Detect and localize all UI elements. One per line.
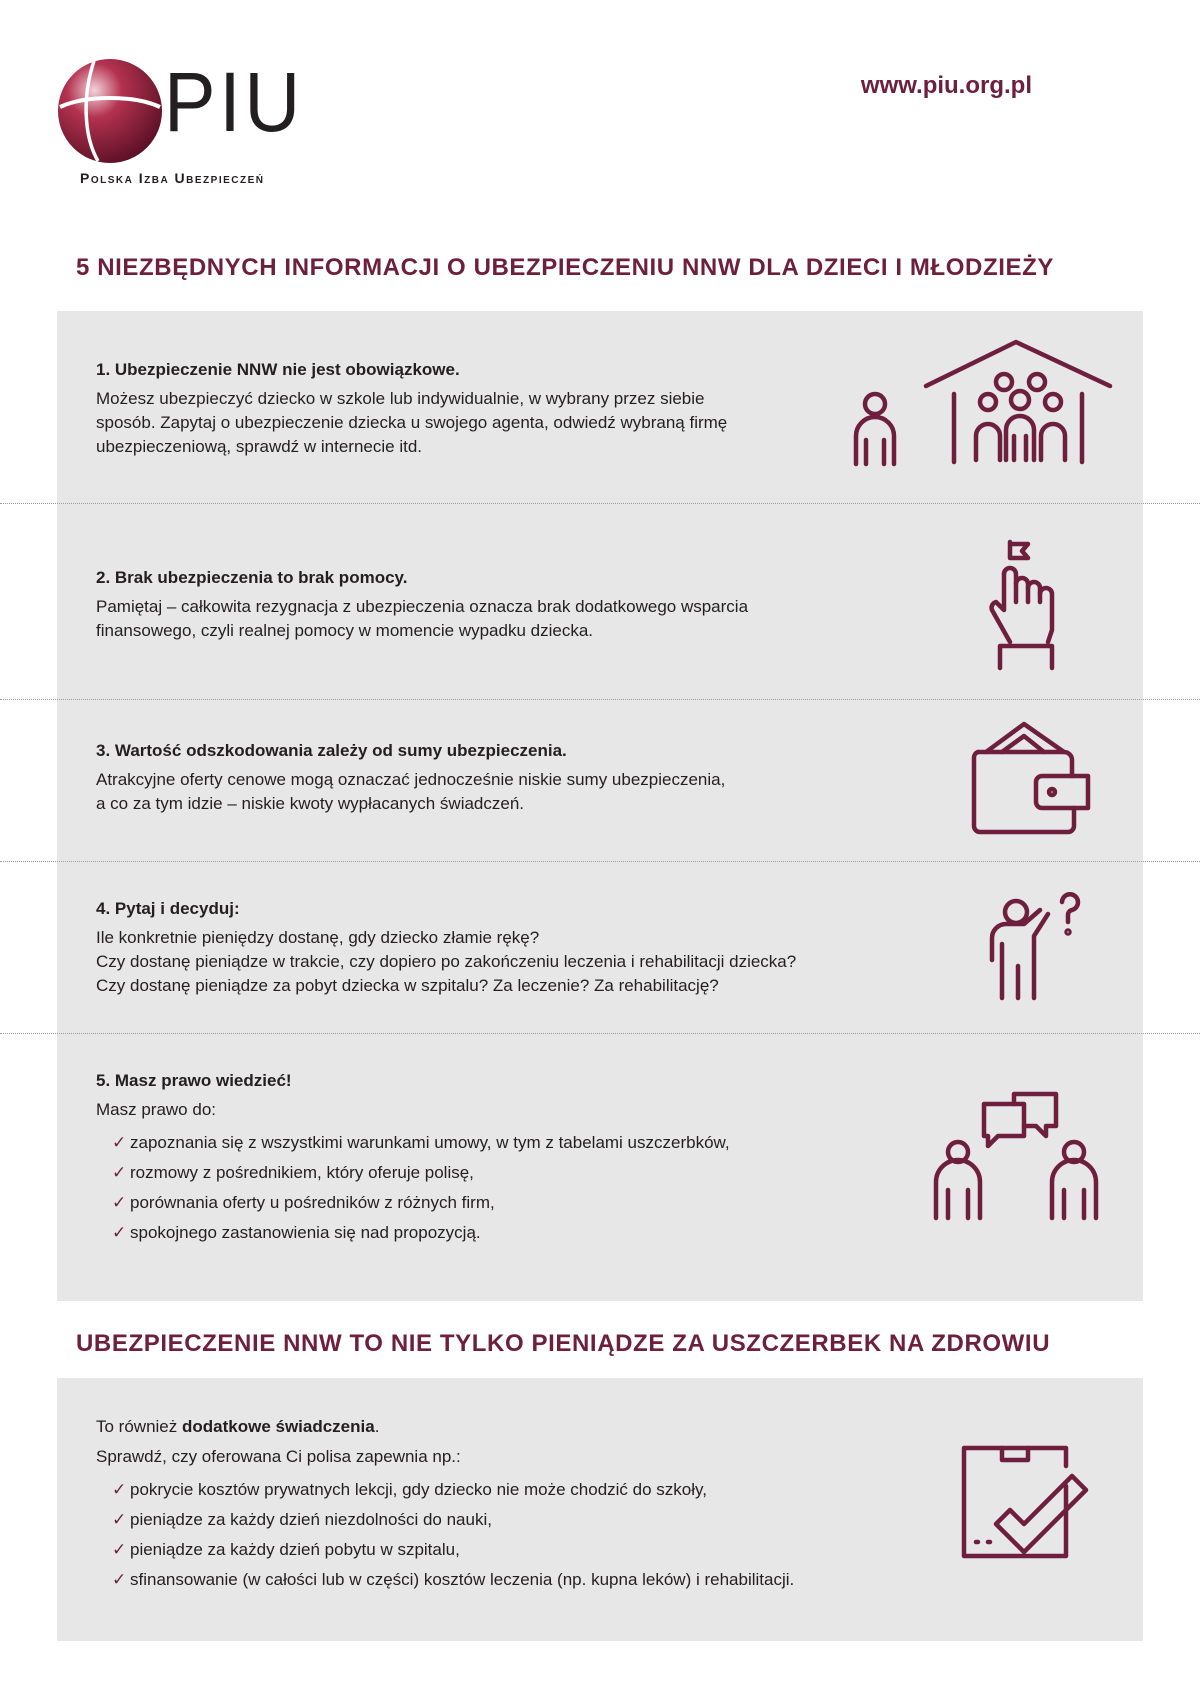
text-line: finansowego, czyli realnej pomocy w momencie wypadku dziecka. — [96, 621, 594, 640]
list-item — [96, 1505, 876, 1535]
item-heading: 2. Brak ubezpieczenia to brak pomocy. — [96, 568, 408, 587]
checkmark-icon: ✓ — [112, 1133, 127, 1152]
text-line: sposób. Zapytaj o ubezpieczenie dziecka u swojego agenta, odwiedź wybraną firmę — [96, 413, 728, 432]
text-line: a co za tym idzie – niskie kwoty wypłacanych świadczeń. — [96, 794, 525, 813]
checkmark-icon: ✓ — [112, 1223, 127, 1242]
globe-logo-icon — [56, 57, 164, 165]
list-item-text: porównania oferty u pośredników z różnych firm, — [130, 1193, 495, 1212]
info-item-1 — [96, 357, 876, 459]
checkmark-icon: ✓ — [112, 1570, 127, 1589]
list-item — [96, 1475, 876, 1505]
text-line: Pamiętaj – całkowita rezygnacja z ubezpieczenia oznacza brak dodatkowego wsparcia — [96, 597, 749, 616]
text-line: Masz prawo do: — [96, 1100, 216, 1119]
intro-line — [96, 1415, 876, 1439]
divider — [0, 699, 1200, 700]
benefits-list — [96, 1475, 876, 1595]
person-question-icon — [988, 890, 1084, 1000]
item-text — [96, 926, 876, 998]
list-item-text: zapoznania się z wszystkimi warunkami umowy, w tym z tabelami uszczerbków, — [130, 1133, 730, 1152]
item-heading: 4. Pytaj i decyduj: — [96, 899, 240, 918]
checkmark-icon: ✓ — [112, 1163, 127, 1182]
box-check-icon — [962, 1446, 1090, 1558]
item-text — [96, 768, 876, 816]
item-text — [96, 387, 876, 459]
benefits-item — [96, 1415, 876, 1595]
page-header — [0, 0, 1200, 220]
info-item-5 — [96, 1068, 876, 1248]
text-line: Ile konkretnie pieniędzy dostanę, gdy dziecko złamie rękę? — [96, 928, 540, 947]
logo-text: PIU — [164, 55, 304, 149]
list-item-text: pieniądze za każdy dzień pobytu w szpitalu, — [130, 1540, 460, 1559]
section-title-main: 5 NIEZBĘDNYCH INFORMACJI O UBEZPIECZENIU NNW DLA DZIECI I MŁODZIEŻY — [76, 254, 1054, 281]
item-heading: 5. Masz prawo wiedzieć! — [96, 1071, 292, 1090]
school-house-children-icon — [848, 340, 1116, 466]
text-line: Możesz ubezpieczyć dziecko w szkole lub indywidualnie, w wybrany przez siebie — [96, 389, 705, 408]
divider — [0, 1033, 1200, 1034]
intro-prefix: To również — [96, 1417, 182, 1436]
section-title-secondary: UBEZPIECZENIE NNW TO NIE TYLKO PIENIĄDZE ZA USZCZERBEK NA ZDROWIU — [76, 1330, 1051, 1357]
checkmark-icon: ✓ — [112, 1510, 127, 1529]
piu-logo — [56, 52, 316, 192]
item-text — [96, 595, 876, 643]
text-line: Sprawdź, czy oferowana Ci polisa zapewnia np.: — [96, 1447, 461, 1466]
checkmark-icon: ✓ — [112, 1480, 127, 1499]
list-item — [96, 1535, 876, 1565]
text-line: ubezpieczeniową, sprawdź w internecie itd. — [96, 437, 423, 456]
list-item-text: sfinansowanie (w całości lub w części) kosztów leczenia (np. kupna leków) i rehabilitacji. — [130, 1570, 795, 1589]
checkmark-icon: ✓ — [112, 1540, 127, 1559]
list-item — [96, 1128, 876, 1158]
list-item — [96, 1158, 876, 1188]
item-text — [96, 1098, 876, 1122]
item-heading: 1. Ubezpieczenie NNW nie jest obowiązkowe. — [96, 360, 460, 379]
text-line: Czy dostanę pieniądze w trakcie, czy dopiero po zakończeniu leczenia i rehabilitacji dziecka? — [96, 952, 797, 971]
divider — [0, 503, 1200, 504]
logo-subtitle: Polska Izba Ubezpieczeń — [80, 170, 265, 186]
item-text — [96, 1415, 876, 1469]
divider — [0, 861, 1200, 862]
info-item-2 — [96, 565, 876, 643]
list-item — [96, 1188, 876, 1218]
text-line: Czy dostanę pieniądze za pobyt dziecka w szpitalu? Za leczenie? Za rehabilitację? — [96, 976, 719, 995]
checkmark-icon: ✓ — [112, 1193, 127, 1212]
rights-list — [96, 1128, 876, 1248]
intro-bold: dodatkowe świadczenia — [181, 1417, 375, 1436]
hand-flag-icon — [990, 540, 1060, 670]
list-item — [96, 1565, 876, 1595]
list-item-text: rozmowy z pośrednikiem, który oferuje polisę, — [130, 1163, 474, 1182]
list-item-text: pieniądze za każdy dzień niezdolności do nauki, — [130, 1510, 492, 1529]
list-item-text: pokrycie kosztów prywatnych lekcji, gdy dziecko nie może chodzić do szkoły, — [130, 1480, 707, 1499]
text-line: Atrakcyjne oferty cenowe mogą oznaczać jednocześnie niskie sumy ubezpieczenia, — [96, 770, 726, 789]
website-link[interactable]: www.piu.org.pl — [860, 72, 1032, 99]
wallet-icon — [972, 722, 1092, 834]
intro-suffix: . — [374, 1417, 380, 1436]
info-item-3 — [96, 738, 876, 816]
list-item — [96, 1218, 876, 1248]
people-conversation-icon — [932, 1090, 1102, 1220]
list-item-text: spokojnego zastanowienia się nad propozycją. — [130, 1223, 481, 1242]
item-heading: 3. Wartość odszkodowania zależy od sumy ubezpieczenia. — [96, 741, 567, 760]
info-item-4 — [96, 896, 876, 998]
